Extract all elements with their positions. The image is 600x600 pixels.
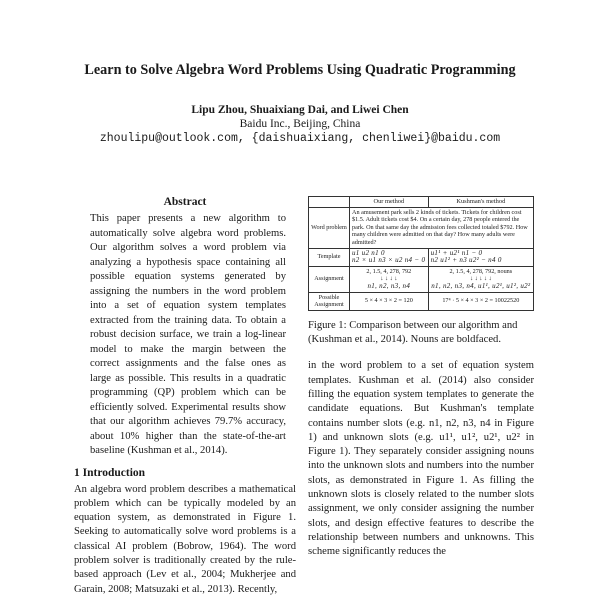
table-row: [309, 207, 534, 248]
row-label-word: Word problem: [309, 207, 350, 248]
possible-kushman: 17⁴ · 5 × 4 × 3 × 2 = 10022520: [428, 292, 533, 310]
template-kush-eq2: n2 u1² + n3 u2² − n4 0: [430, 256, 502, 265]
table-row: [309, 292, 534, 310]
assign-ours-slots: n1, n2, n3, n4: [367, 281, 411, 290]
abstract-text: This paper presents a new algorithm to automatically solve algebra word problems. Our algorithm solves a word problem via analyzing a hypothesis space containing all possible equation systems generated by assigning the numbers in the word problem into a set of equation system templates extracted from the training data. To obtain a robust decision surface, we train a log-linear model to make the margin between the correct assignments and the false ones as large as possible. This results in a quadratic programming (QP) problem which can be efficiently solved. Experimental results show that our algorithm achieves 79.7% accuracy, about 10% higher than the state-of-the-art baseline (Kushman et al., 2014).: [90, 213, 286, 456]
template-kushman: [428, 248, 533, 266]
row-label-template: Template: [309, 248, 350, 266]
header-ours: Our method: [350, 197, 429, 208]
abstract-heading: Abstract: [163, 196, 207, 208]
email: zhoulipu@outlook.com, {daishuaixiang, chenliwei}@baidu.com: [99, 132, 501, 145]
arrows-icon: ↓ ↓ ↓ ↓: [380, 275, 398, 283]
paper-title: Learn to Solve Algebra Word Problems Using Quadratic Programming: [84, 62, 516, 78]
authors: Lipu Zhou, Shuaixiang Dai, and Liwei Chen: [191, 104, 409, 116]
intro-text: An algebra word problem describes a mathematical problem which can be typically modeled by an equation system, as demonstrated in Figure 1. Seeking to automatically solve word problems is a classical AI problem (Bobrow, 1964). The word problem solver is traditionally created by the rule-based approach (Lev et al., 2004; Mukherjee and Garain, 2008; Matsuzaki et al., 2013). Recently,: [74, 483, 296, 595]
figure-1-table: [308, 196, 534, 311]
right-column: [308, 196, 534, 570]
assign-ours: [350, 266, 429, 292]
table-row: [309, 248, 534, 266]
template-ours: [350, 248, 429, 266]
header-kushman: Kushman's method: [428, 197, 533, 208]
intro-heading: 1 Introduction: [74, 466, 146, 479]
row-label-assignment: Assignment: [309, 266, 350, 292]
template-ours-eq1: u1 u2 n1 0: [352, 248, 385, 257]
table-row: [309, 266, 534, 292]
table-header-row: [309, 197, 534, 208]
template-ours-eq2: n2 × u1 n3 × u2 n4 − 0: [352, 256, 426, 265]
possible-ours: 5 × 4 × 3 × 2 = 120: [350, 292, 429, 310]
word-problem-text: An amusement park sells 2 kinds of tickets. Tickets for children cost $1.5. Adult tickets cost $4. On a certain day, 278 people entered the park. On that same day the admission fees collected totaled $792. How many children were admitted on that day? How many adults were admitted?: [350, 207, 534, 248]
row-label-possible: Possible Assignment: [309, 292, 350, 310]
header-empty: [309, 197, 350, 208]
assign-ours-values: 2, 1.5, 4, 278, 792: [366, 267, 412, 275]
assign-kush-values: 2, 1.5, 4, 278, 792, nouns: [449, 267, 513, 275]
assign-kush-slots: n1, n2, n3, n4, u1¹, u2¹, u1², u2²: [431, 281, 531, 290]
left-column: [74, 196, 296, 597]
figure-caption: Figure 1: Comparison between our algorithm and (Kushman et al., 2014). Nouns are boldfaced.: [308, 319, 518, 346]
arrows-icon: ↓ ↓ ↓ ↓ ↓: [469, 275, 492, 283]
affiliation: Baidu Inc., Beijing, China: [239, 118, 361, 130]
template-kush-eq1: u1¹ + u2¹ n1 − 0: [430, 248, 483, 257]
assign-kushman: [428, 266, 533, 292]
right-body-text: in the word problem to a set of equation system templates. Kushman et al. (2014) also consider filling the equation system templates to generate the candidate equations. But Kushman's template contains number slots (e.g. n1, n2, n3, n4 in Figure 1) and unknown slots (e.g. u1¹, u1², u2¹, u2² in Figure 1). They separately consider assigning nouns into the unknown slots and numbers into the number slots, as demonstrated in Figure 1. As filling the unknown slots is closely related to the number slots assignment, we only consider assigning the number slots, and design effective features to describe the relationship between numbers and unknowns. This scheme significantly reduces the: [308, 360, 534, 558]
